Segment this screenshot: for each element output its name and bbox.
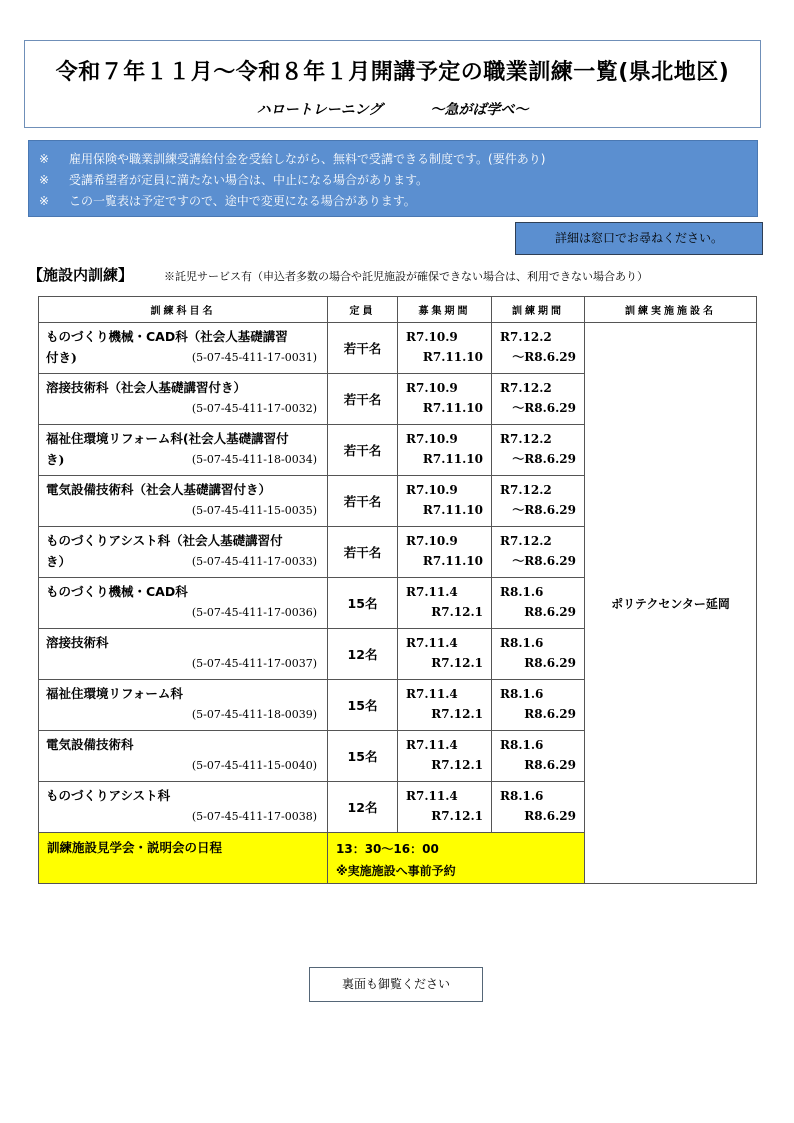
back-page-note: 裏面も御覧ください bbox=[309, 967, 483, 1002]
train-start: R8.1.6 bbox=[500, 636, 544, 650]
train-start: R7.12.2 bbox=[500, 432, 552, 446]
recruit-start: R7.11.4 bbox=[406, 789, 458, 803]
header-course-name: 訓練科目名 bbox=[39, 297, 328, 323]
capacity-cell: 15名 bbox=[328, 731, 398, 782]
course-cell bbox=[39, 374, 328, 425]
course-cell bbox=[39, 782, 328, 833]
course-code: (5-07-45-411-17-0038) bbox=[191, 810, 317, 823]
capacity-cell: 15名 bbox=[328, 680, 398, 731]
course-cell bbox=[39, 578, 328, 629]
recruit-end: R7.11.10 bbox=[422, 401, 483, 415]
recruit-start: R7.10.9 bbox=[406, 330, 458, 344]
course-code: (5-07-45-411-17-0037) bbox=[191, 657, 317, 670]
header-recruit-period: 募集期間 bbox=[398, 297, 492, 323]
recruit-period-cell bbox=[398, 476, 492, 527]
training-period-cell bbox=[492, 680, 585, 731]
notice-text: この一覧表は予定ですので、途中で変更になる場合があります。 bbox=[69, 194, 416, 208]
course-name: 福祉住環境リフォーム科 bbox=[46, 686, 183, 701]
course-code: (5-07-45-411-17-0031) bbox=[191, 351, 317, 364]
recruit-period-cell bbox=[398, 527, 492, 578]
recruit-period-cell bbox=[398, 731, 492, 782]
notice-mark: ※ bbox=[39, 194, 50, 208]
capacity-cell: 12名 bbox=[328, 629, 398, 680]
recruit-start: R7.11.4 bbox=[406, 585, 458, 599]
course-name: 溶接技術科（社会人基礎講習付き） bbox=[46, 380, 247, 395]
train-start: R7.12.2 bbox=[500, 534, 552, 548]
recruit-start: R7.10.9 bbox=[406, 432, 458, 446]
recruit-period-cell bbox=[398, 323, 492, 374]
training-period-cell bbox=[492, 374, 585, 425]
course-name: 福祉住環境リフォーム科(社会人基礎講習付 bbox=[46, 431, 289, 446]
recruit-start: R7.10.9 bbox=[406, 534, 458, 548]
training-table bbox=[38, 296, 757, 884]
seminar-info bbox=[328, 833, 585, 884]
capacity-cell: 若干名 bbox=[328, 527, 398, 578]
recruit-end: R7.12.1 bbox=[431, 605, 483, 619]
train-start: R8.1.6 bbox=[500, 738, 544, 752]
course-name: 溶接技術科 bbox=[46, 635, 109, 650]
table-row bbox=[39, 323, 757, 374]
recruit-start: R7.11.4 bbox=[406, 738, 458, 752]
course-name: 電気設備技術科（社会人基礎講習付き） bbox=[46, 482, 272, 497]
course-code: (5-07-45-411-17-0032) bbox=[191, 402, 317, 415]
course-cell bbox=[39, 629, 328, 680]
course-code: (5-07-45-411-17-0036) bbox=[191, 606, 317, 619]
train-start: R7.12.2 bbox=[500, 381, 552, 395]
training-period-cell bbox=[492, 323, 585, 374]
section-note: ※託児サービス有（申込者多数の場合や託児施設が確保できない場合は、利用できない場合あり） bbox=[164, 270, 648, 283]
recruit-end: R7.11.10 bbox=[422, 554, 483, 568]
training-period-cell bbox=[492, 629, 585, 680]
capacity-cell: 12名 bbox=[328, 782, 398, 833]
train-end: R8.6.29 bbox=[524, 656, 576, 670]
train-end: ～R8.6.29 bbox=[512, 503, 576, 517]
training-period-cell bbox=[492, 527, 585, 578]
seminar-time: 13：30～16：00 bbox=[336, 842, 439, 856]
capacity-cell: 若干名 bbox=[328, 476, 398, 527]
course-name-cont: 付き) bbox=[46, 350, 77, 365]
training-period-cell bbox=[492, 476, 585, 527]
course-cell bbox=[39, 527, 328, 578]
train-start: R8.1.6 bbox=[500, 687, 544, 701]
recruit-period-cell bbox=[398, 425, 492, 476]
course-code-line bbox=[46, 551, 323, 572]
course-cell bbox=[39, 425, 328, 476]
page-title: 令和７年１１月～令和８年１月開講予定の職業訓練一覧(県北地区) bbox=[55, 60, 730, 85]
course-name: ものづくりアシスト科（社会人基礎講習付 bbox=[46, 533, 283, 548]
train-end: ～R8.6.29 bbox=[512, 350, 576, 364]
course-cell bbox=[39, 323, 328, 374]
page-subtitle bbox=[25, 99, 760, 119]
train-start: R7.12.2 bbox=[500, 483, 552, 497]
seminar-note: ※実施施設へ事前予約 bbox=[336, 864, 456, 878]
train-end: R8.6.29 bbox=[524, 758, 576, 772]
course-code-line bbox=[46, 347, 323, 368]
seminar-label: 訓練施設見学会・説明会の日程 bbox=[39, 833, 328, 884]
course-name-cont: き) bbox=[46, 452, 65, 467]
train-end: R8.6.29 bbox=[524, 707, 576, 721]
train-start: R8.1.6 bbox=[500, 789, 544, 803]
course-name: ものづくり機械・CAD科 bbox=[46, 584, 188, 599]
recruit-end: R7.12.1 bbox=[431, 707, 483, 721]
recruit-period-cell bbox=[398, 374, 492, 425]
table-header-row bbox=[39, 297, 757, 323]
recruit-end: R7.11.10 bbox=[422, 350, 483, 364]
course-code: (5-07-45-411-17-0033) bbox=[191, 555, 317, 568]
notice-text: 雇用保険や職業訓練受講給付金を受給しながら、無料で受講できる制度です。(要件あり) bbox=[69, 152, 546, 166]
section-heading: 【施設内訓練】 bbox=[28, 266, 134, 284]
training-period-cell bbox=[492, 578, 585, 629]
header-capacity: 定員 bbox=[328, 297, 398, 323]
recruit-start: R7.11.4 bbox=[406, 687, 458, 701]
recruit-period-cell bbox=[398, 629, 492, 680]
course-name-cont: き） bbox=[46, 554, 72, 569]
recruit-start: R7.10.9 bbox=[406, 381, 458, 395]
training-period-cell bbox=[492, 731, 585, 782]
recruit-end: R7.12.1 bbox=[431, 758, 483, 772]
train-start: R8.1.6 bbox=[500, 585, 544, 599]
recruit-period-cell bbox=[398, 782, 492, 833]
course-code-line bbox=[46, 449, 323, 470]
course-code: (5-07-45-411-18-0034) bbox=[191, 453, 317, 466]
recruit-end: R7.11.10 bbox=[422, 503, 483, 517]
course-name: 電気設備技術科 bbox=[46, 737, 134, 752]
recruit-end: R7.11.10 bbox=[422, 452, 483, 466]
capacity-cell: 若干名 bbox=[328, 374, 398, 425]
facility-cell: ポリテクセンター延岡 bbox=[585, 323, 757, 884]
recruit-start: R7.11.4 bbox=[406, 636, 458, 650]
capacity-cell: 若干名 bbox=[328, 323, 398, 374]
recruit-period-cell bbox=[398, 680, 492, 731]
training-period-cell bbox=[492, 782, 585, 833]
train-start: R7.12.2 bbox=[500, 330, 552, 344]
course-name: ものづくりアシスト科 bbox=[46, 788, 171, 803]
train-end: R8.6.29 bbox=[524, 809, 576, 823]
training-period-cell bbox=[492, 425, 585, 476]
notice-box bbox=[28, 140, 758, 217]
recruit-start: R7.10.9 bbox=[406, 483, 458, 497]
recruit-period-cell bbox=[398, 578, 492, 629]
course-cell bbox=[39, 476, 328, 527]
title-box bbox=[24, 40, 761, 128]
notice-mark: ※ bbox=[39, 173, 50, 187]
notice-line bbox=[39, 170, 757, 191]
train-end: ～R8.6.29 bbox=[512, 401, 576, 415]
course-code: (5-07-45-411-15-0035) bbox=[191, 504, 317, 517]
detail-note-box: 詳細は窓口でお尋ねください。 bbox=[515, 222, 763, 255]
capacity-cell: 15名 bbox=[328, 578, 398, 629]
train-end: ～R8.6.29 bbox=[512, 452, 576, 466]
course-code: (5-07-45-411-15-0040) bbox=[191, 759, 317, 772]
course-cell bbox=[39, 731, 328, 782]
course-name: ものづくり機械・CAD科（社会人基礎講習 bbox=[46, 329, 288, 344]
subtitle-left: ハロートレーニング bbox=[256, 102, 383, 118]
notice-text: 受講希望者が定員に満たない場合は、中止になる場合があります。 bbox=[69, 173, 429, 187]
notice-line bbox=[39, 149, 757, 170]
subtitle-right: ～急がば学べ～ bbox=[430, 102, 529, 118]
recruit-end: R7.12.1 bbox=[431, 809, 483, 823]
train-end: ～R8.6.29 bbox=[512, 554, 576, 568]
course-cell bbox=[39, 680, 328, 731]
train-end: R8.6.29 bbox=[524, 605, 576, 619]
capacity-cell: 若干名 bbox=[328, 425, 398, 476]
notice-mark: ※ bbox=[39, 152, 50, 166]
recruit-end: R7.12.1 bbox=[431, 656, 483, 670]
header-facility: 訓練実施施設名 bbox=[585, 297, 757, 323]
header-training-period: 訓練期間 bbox=[492, 297, 585, 323]
notice-line bbox=[39, 191, 757, 212]
course-code: (5-07-45-411-18-0039) bbox=[191, 708, 317, 721]
